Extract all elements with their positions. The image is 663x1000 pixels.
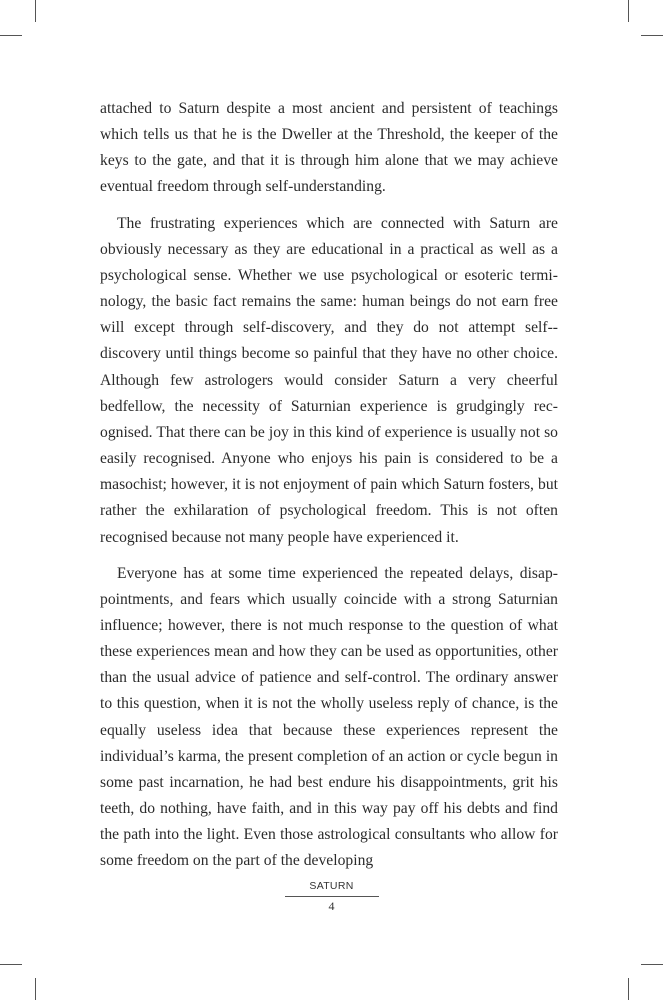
crop-mark-bottom-right — [628, 978, 629, 1000]
crop-mark-top-right-horizontal — [641, 35, 663, 36]
paragraph-2: The frustrating experiences which are connected with Saturn are obviously necessary as they are educational in a practical as well as a psychological sense. Whether we use psychological or esoteric terminology, the basic fact remains the same: human beings do not earn free will except through self-discovery, and they do not attempt self-discovery until things become so painful that they have no other choice. Although few astrologers would consider Saturn a very cheerful bedfellow, the necessity of Saturnian experience is grudgingly recognised. That there can be joy in this kind of experience is usually not so easily recognised. Anyone who enjoys his pain is considered to be a masochist; however, it is not enjoyment of pain which Saturn fosters, but rather the exhilaration of psychological freedom. This is not often recognised because not many people have experienced it. — [100, 214, 558, 546]
crop-mark-bottom-left — [35, 978, 36, 1000]
paragraph-3: Everyone has at some time experienced the repeated delays, disappointments, and fears which usually coincide with a strong Saturnian influence; however, there is not much response to the question of what these experiences mean and how they can be used as opportunities, other than the usual advice of patience and self-control. The ordinary answer to this question, when it is not the wholly useless reply of chance, is the equally useless idea that because these experiences represent the individual’s karma, the present completion of an action or cycle begun in some past incarnation, he had best endure his disappointments, grit his teeth, do nothing, have faith, and in this way pay off his debts and find the path into the light. Even those astrological consultants who allow for some freedom on the part of the developing — [100, 564, 558, 870]
crop-mark-bottom-left-horizontal — [0, 964, 22, 965]
paragraph-1: attached to Saturn despite a most ancient and persistent of teachings which tells us that he is the Dweller at the Threshold, the keeper of the keys to the gate, and that it is through him alone that we may achieve eventual freedom through self-understanding. — [100, 100, 558, 196]
crop-mark-top-right — [628, 0, 629, 22]
crop-mark-top-left — [35, 0, 36, 22]
crop-mark-bottom-right-horizontal — [641, 964, 663, 965]
footer-rule — [285, 896, 379, 897]
crop-mark-top-left-horizontal — [0, 35, 22, 36]
running-title: SATURN — [309, 880, 354, 892]
body-text — [100, 96, 558, 875]
page-footer — [0, 880, 663, 914]
page-number: 4 — [328, 899, 335, 913]
